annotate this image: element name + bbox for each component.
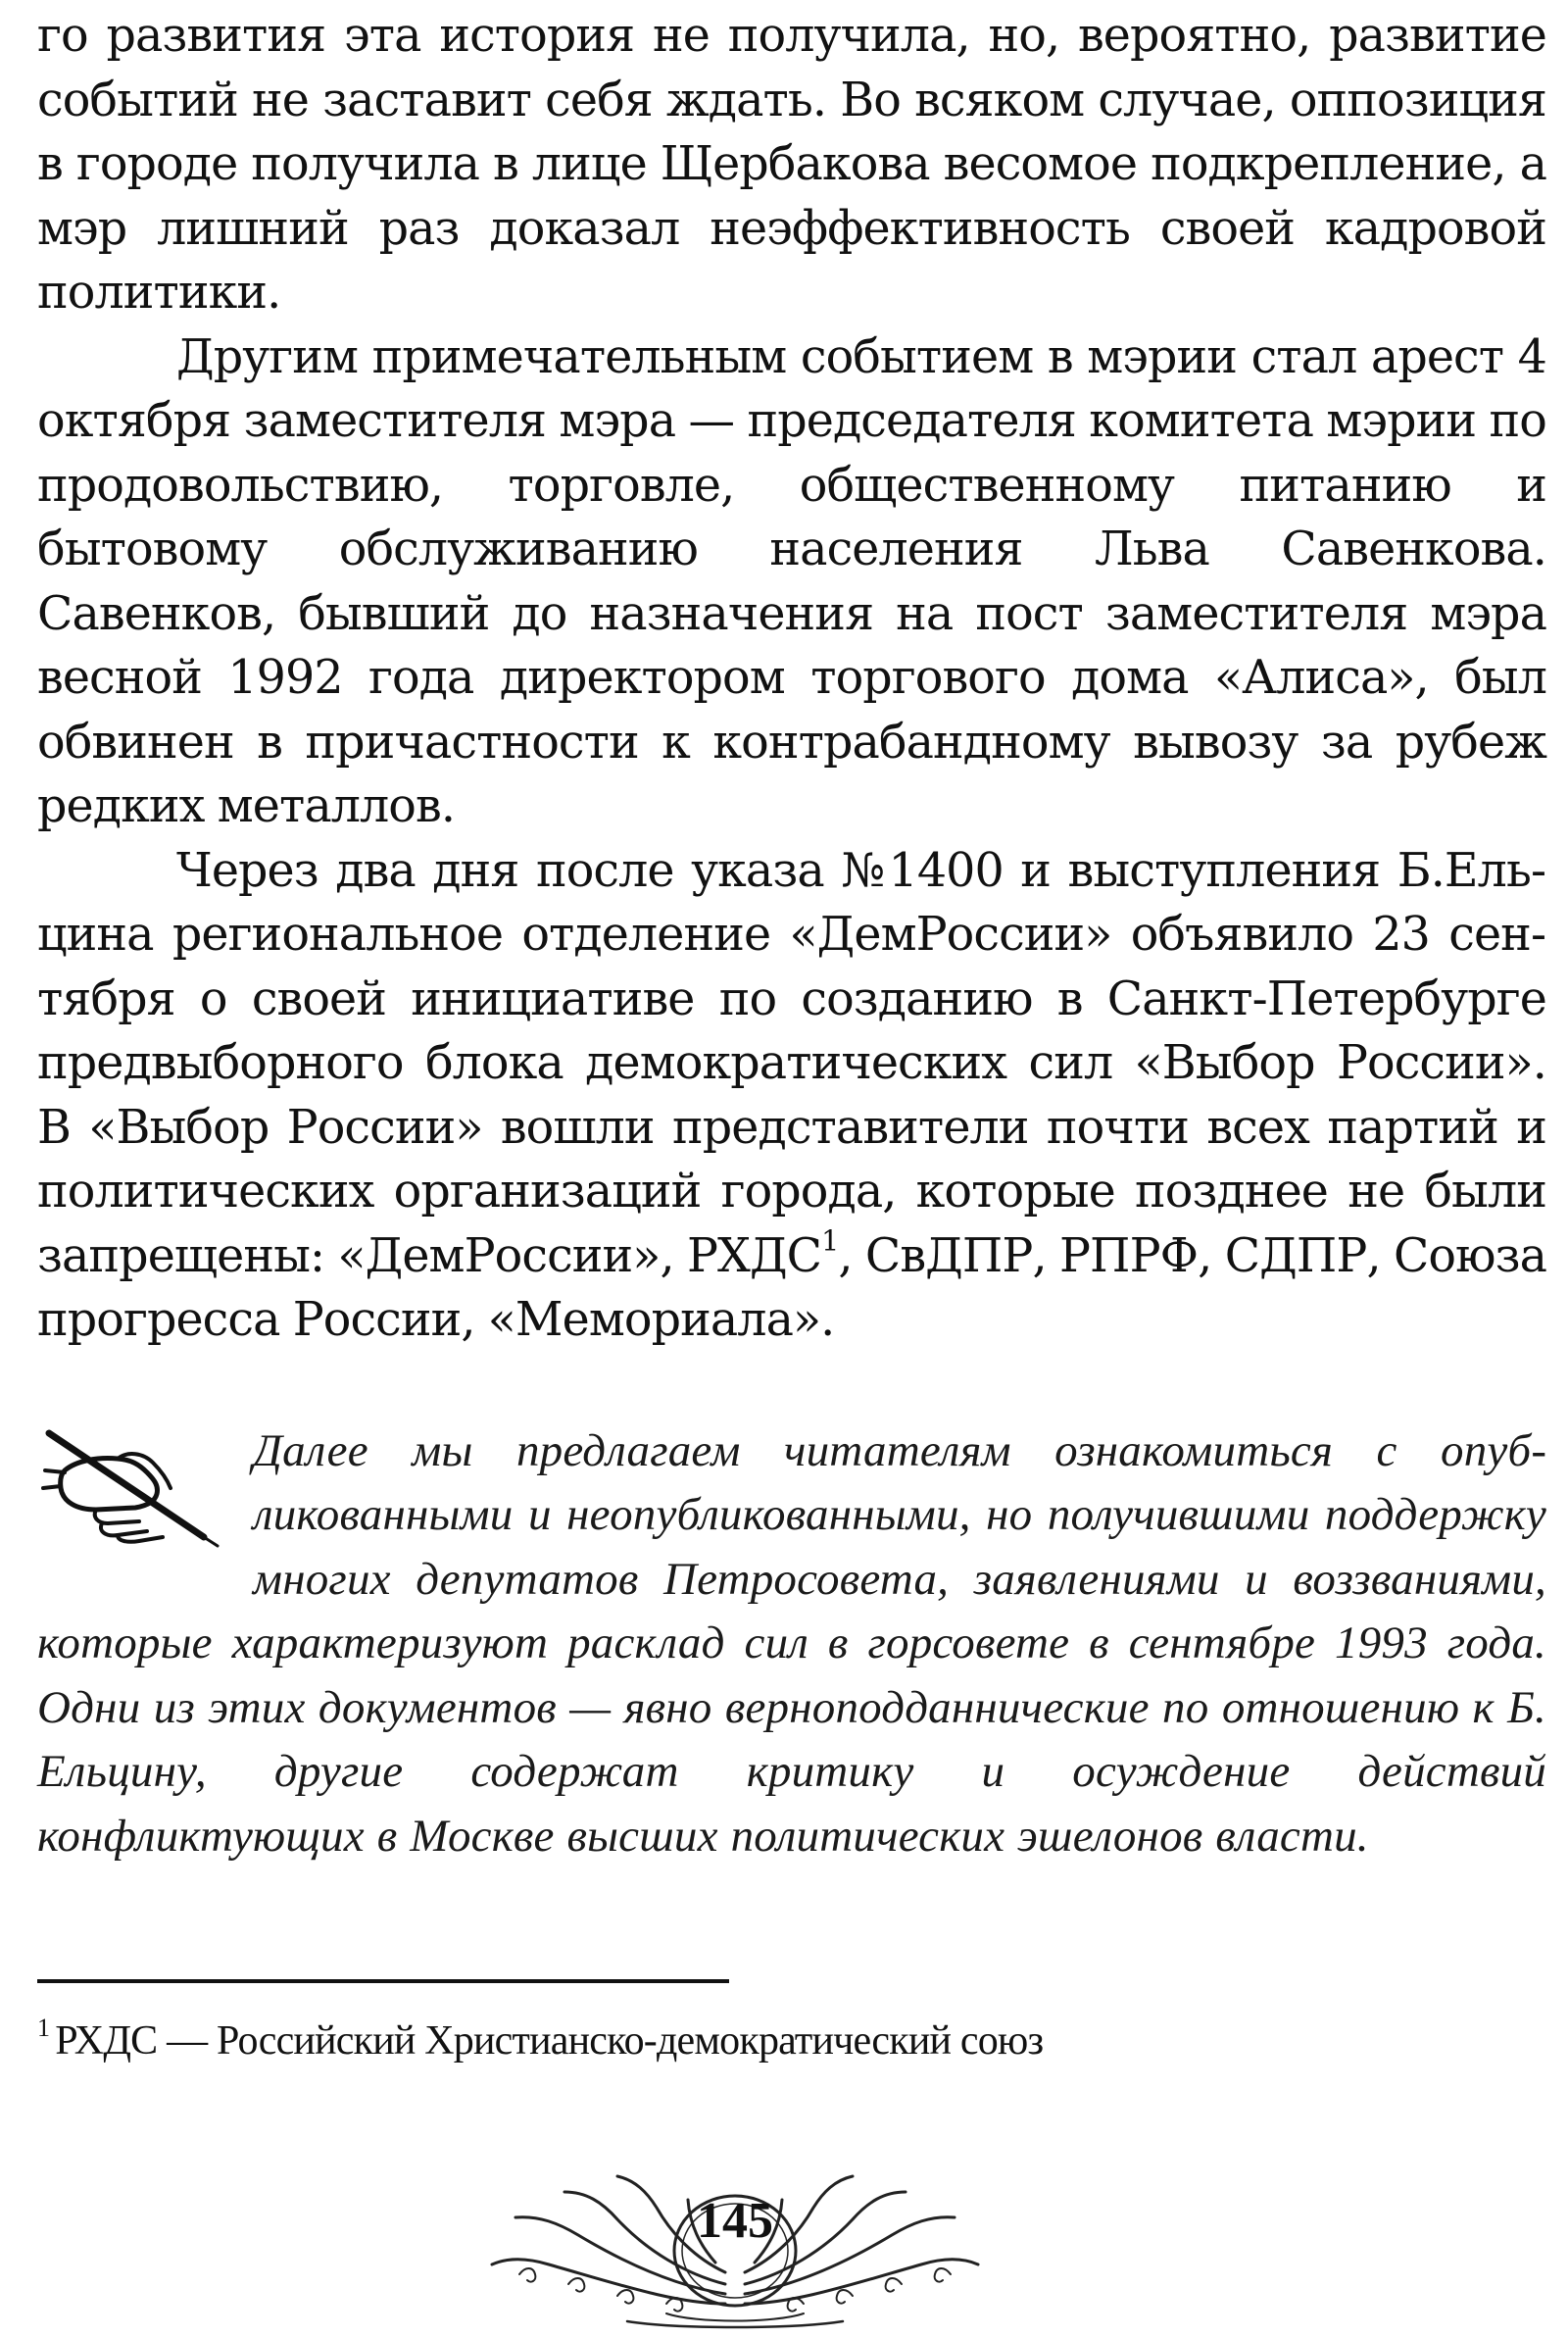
paragraph-1: го развития эта история не получила, но, вероятно, развитие событий не заставит себя ждать. Во всяком случае, оппозиция в городе получила в лице Щербакова весомое подкрепление, а мэр лишний раз доказал неэффективность своей кадровой политики.	[37, 9, 1546, 320]
note-text: Далее мы предлагаем читателям ознакомиться с опубликованными и неопубликованными, но получившими поддержку многих депутатов Петросовета, заявлениями и воззваниями, которые характеризуют расклад сил в горсовете в сентябре 1993 года. Одни из этих документов — явно верноподданнические по отношению к Б. Ельцину, другие содержат критику и осуждение действий конфликтующих в Москве высших политических эшелонов власти.	[37, 1424, 1546, 1862]
footnote-reference: 1	[821, 1224, 839, 1258]
hand-writing-with-pen-icon	[37, 1427, 223, 1550]
paragraph-2: Другим примечательным событием в мэрии стал арест 4 октября заместителя мэра — председателя комитета мэрии по продовольствию, торговле, общественному питанию и бытовому обслуживанию населения Льва Савенкова. Савенков, бывший до назначения на пост заместителя мэра весной 1992 года директором торгового дома «Алиса», был обвинен в причастности к контрабандному вывозу за рубеж редких металлов.	[37, 329, 1546, 833]
editorial-note	[37, 1419, 1546, 1869]
footnote-divider	[37, 1979, 729, 1983]
paragraph-3	[37, 839, 1546, 1353]
page-number: 145	[697, 2193, 773, 2249]
footnote-marker: 1	[37, 2014, 50, 2042]
paragraph-3-text-end: , СвДПР, РПРФ, СДПР, Союза прогресса России, «Мемориала».	[37, 1228, 1546, 1347]
footnote	[37, 2012, 1409, 2070]
footnote-text: РХДС — Российский Христианско-демократический союз	[55, 2018, 1044, 2064]
paragraph-3-text: Через два дня после указа №1400 и выступления Б.Ельцина региональное отделение «ДемРоссии» объявило 23 сентября о своей инициативе по созданию в Санкт-Петербурге предвыборного блока демократических сил «Выбор России». В «Выбор России» вошли представители почти всех партий и политических организаций города, которые позднее не были запрещены: «ДемРоссии», РХДС	[37, 843, 1546, 1283]
page-content	[37, 0, 1546, 1868]
